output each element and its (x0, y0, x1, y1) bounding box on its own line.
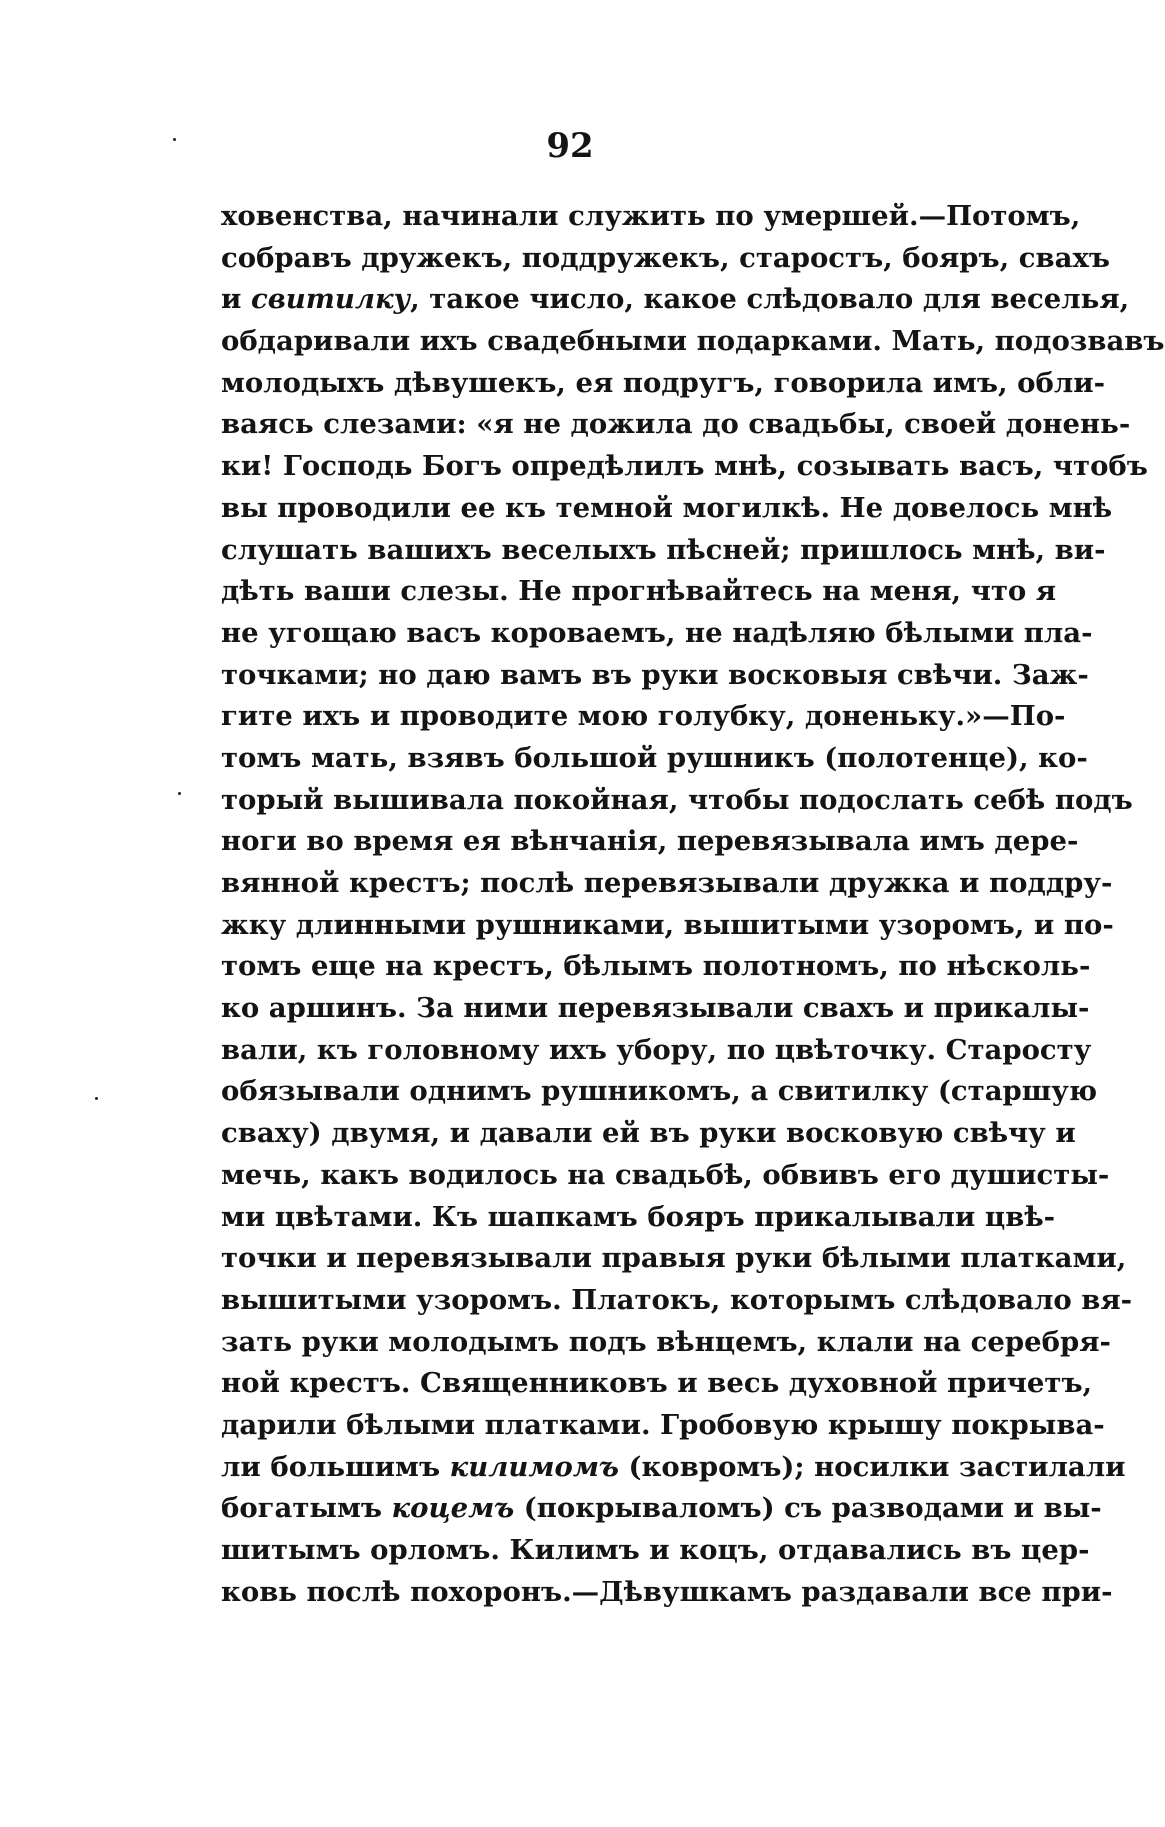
text-line: томъ мать, взявъ большой рушникъ (полотенце), ко- (221, 741, 1088, 774)
text-line: ко аршинъ. За ними перевязывали свахъ и прикалы- (221, 992, 1090, 1025)
text-line: сваху) двумя, и давали ей въ руки восковую свѣчу и (221, 1117, 1076, 1150)
text-line: обдаривали ихъ свадебными подарками. Мать, подозвавъ (221, 325, 1165, 358)
text-line: ки! Господь Богъ опредѣлилъ мнѣ, созывать васъ, чтобъ (221, 450, 1148, 483)
text-line: дарили бѣлыми платками. Гробовую крышу покрыва- (221, 1408, 1105, 1441)
text-line: не угощаю васъ короваемъ, не надѣляю бѣлыми пла- (221, 616, 1093, 649)
text-fragment: , такое число, какое слѣдовало для веселья, (410, 283, 1130, 316)
text-line: зать руки молодымъ подъ вѣнцемъ, клали на серебря- (221, 1325, 1111, 1358)
print-speck (178, 792, 181, 795)
text-line (221, 1488, 1102, 1530)
text-fragment: (ковромъ); носилки застилали (618, 1450, 1126, 1483)
text-fragment: ли большимъ (221, 1450, 450, 1483)
text-line: ми цвѣтами. Къ шапкамъ бояръ прикалывали цвѣ- (221, 1200, 1056, 1233)
text-line (221, 1447, 1126, 1489)
print-speck (95, 1097, 98, 1100)
text-line: вали, къ головному ихъ убору, по цвѣточку. Старосту (221, 1033, 1092, 1066)
text-line: ной крестъ. Священниковъ и весь духовной причетъ, (221, 1367, 1093, 1400)
text-line: ваясь слезами: «я не дожила до свадьбы, своей донень- (221, 408, 1131, 441)
text-line: жку длинными рушниками, вышитыми узоромъ, и по- (221, 908, 1114, 941)
text-line: вышитыми узоромъ. Платокъ, которымъ слѣдовало вя- (221, 1283, 1133, 1316)
text-line: шитымъ орломъ. Килимъ и коцъ, отдавались въ цер- (221, 1534, 1090, 1566)
italic-term: свитилку (250, 283, 411, 316)
text-fragment: богатымъ (221, 1492, 392, 1525)
text-line: ковь послѣ похоронъ.—Дѣвушкамъ раздавали все при- (221, 1575, 1113, 1608)
text-line: собравъ дружекъ, поддружекъ, старостъ, бояръ, свахъ (221, 241, 1110, 274)
text-line (221, 279, 1130, 321)
text-fragment: (покрываломъ) съ разводами и вы- (514, 1492, 1102, 1525)
text-line: слушать вашихъ веселыхъ пѣсней; пришлось мнѣ, ви- (221, 533, 1106, 566)
text-line: торый вышивала покойная, чтобы подослать себѣ подъ (221, 783, 1133, 816)
text-line: точками; но даю вамъ въ руки восковыя свѣчи. Заж- (221, 658, 1089, 691)
text-line: ховенства, начинали служить по умершей.—Потомъ, (221, 200, 1081, 232)
text-fragment: и (221, 283, 251, 316)
text-line: дѣть ваши слезы. Не прогнѣвайтесь на меня, что я (221, 575, 1057, 608)
text-line: точки и перевязывали правыя руки бѣлыми платками, (221, 1242, 1127, 1275)
text-line: вянной крестъ; послѣ перевязывали дружка и поддру- (221, 867, 1113, 899)
text-line: ноги во время ея вѣнчанія, перевязывала имъ дере- (221, 825, 1079, 858)
italic-term: килимомъ (449, 1450, 619, 1483)
body-text (221, 196, 1165, 1613)
italic-term: коцемъ (391, 1492, 515, 1525)
text-line: томъ еще на крестъ, бѣлымъ полотномъ, по нѣсколь- (221, 950, 1091, 983)
print-speck (173, 138, 176, 141)
page-number: 92 (546, 126, 594, 166)
text-line: молодыхъ дѣвушекъ, ея подругъ, говорила имъ, обли- (221, 366, 1106, 399)
text-line: мечь, какъ водилось на свадьбѣ, обвивъ его душисты- (221, 1158, 1110, 1191)
text-line: обязывали однимъ рушникомъ, а свитилку (старшую (221, 1075, 1098, 1108)
text-line: гите ихъ и проводите мою голубку, доненьку.»—По- (221, 700, 1066, 733)
text-line: вы проводили ее къ темной могилкѣ. Не довелось мнѣ (221, 491, 1113, 524)
